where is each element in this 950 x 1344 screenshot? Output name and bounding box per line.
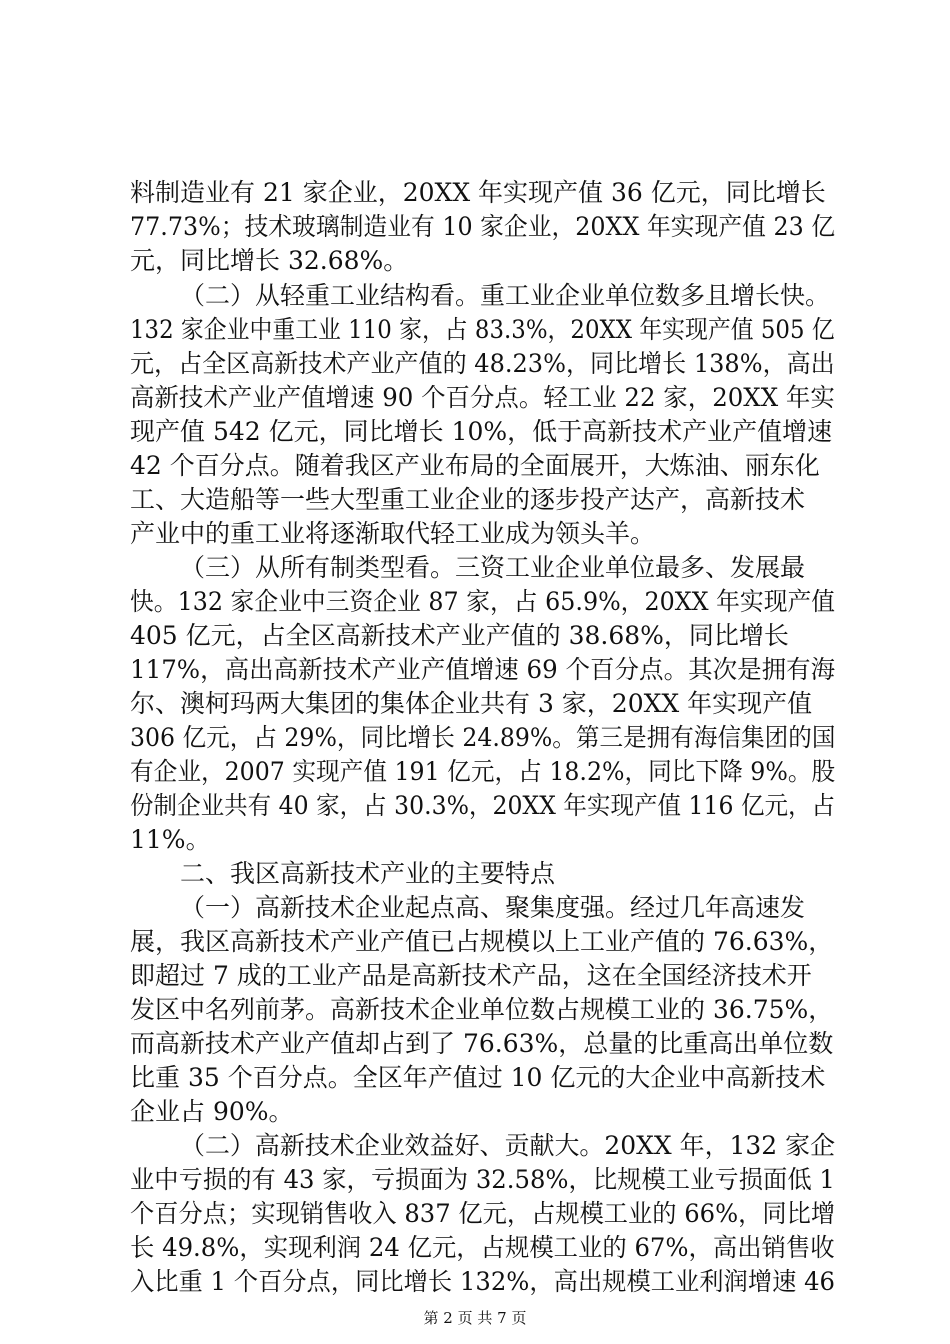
body-line: 有企业，2007 实现产值 191 亿元，占 18.2%，同比下降 9%。股 — [130, 757, 836, 786]
body-line: 长 49.8%，实现利润 24 亿元，占规模工业的 67%，高出销售收 — [130, 1233, 835, 1262]
body-line: 而高新技术产业产值却占到了 76.63%，总量的比重高出单位数 — [130, 1029, 834, 1058]
body-line: 11%。 — [130, 825, 211, 854]
body-line: 尔、澳柯玛两大集团的集体企业共有 3 家，20XX 年实现产值 — [130, 689, 813, 718]
body-line: 132 家企业中重工业 110 家，占 83.3%，20XX 年实现产值 505 亿 — [130, 315, 835, 344]
body-line: （三）从所有制类型看。三资工业企业单位最多、发展最 — [180, 553, 806, 582]
body-line: 元，同比增长 32.68%。 — [130, 246, 409, 275]
body-line: 料制造业有 21 家企业，20XX 年实现产值 36 亿元，同比增长 — [130, 178, 826, 207]
body-line: 入比重 1 个百分点，同比增长 132%，高出规模工业利润增速 46 — [130, 1267, 836, 1296]
body-line: 高新技术产业产值增速 90 个百分点。轻工业 22 家，20XX 年实 — [130, 383, 835, 412]
body-line: 产业中的重工业将逐渐取代轻工业成为领头羊。 — [130, 519, 656, 548]
body-line: 元，占全区高新技术产业产值的 48.23%，同比增长 138%，高出 — [130, 349, 835, 378]
body-line: 发区中名列前茅。高新技术企业单位数占规模工业的 36.75%， — [130, 995, 834, 1024]
body-line: 现产值 542 亿元，同比增长 10%，低于高新技术产业产值增速 — [130, 417, 833, 446]
page-number-footer: 第 2 页 共 7 页 — [423, 1309, 527, 1327]
body-line: 405 亿元，占全区高新技术产业产值的 38.68%，同比增长 — [130, 621, 789, 650]
body-line: 企业占 90%。 — [130, 1097, 294, 1126]
body-line: 个百分点；实现销售收入 837 亿元，占规模工业的 66%，同比增 — [130, 1199, 836, 1228]
body-line: 77.73%；技术玻璃制造业有 10 家企业，20XX 年实现产值 23 亿 — [130, 212, 836, 241]
body-line: 117%，高出高新技术产业产值增速 69 个百分点。其次是拥有海 — [130, 655, 836, 684]
body-line: 展，我区高新技术产业产值已占规模以上工业产值的 76.63%， — [130, 927, 834, 956]
body-line: 业中亏损的有 43 家，亏损面为 32.58%，比规模工业亏损面低 1 — [130, 1165, 835, 1194]
body-line: 比重 35 个百分点。全区年产值过 10 亿元的大企业中高新技术 — [130, 1063, 826, 1092]
body-line: 工、大造船等一些大型重工业企业的逐步投产达产，高新技术 — [130, 485, 806, 514]
body-line: （二）从轻重工业结构看。重工业企业单位数多且增长快。 — [180, 281, 831, 310]
body-line: 即超过 7 成的工业产品是高新技术产品，这在全国经济技术开 — [130, 961, 812, 990]
body-line: （二）高新技术企业效益好、贡献大。20XX 年，132 家企 — [180, 1131, 836, 1160]
body-line: 快。132 家企业中三资企业 87 家，占 65.9%，20XX 年实现产值 — [130, 587, 836, 616]
section-heading: 二、我区高新技术产业的主要特点 — [180, 859, 556, 888]
body-line: 份制企业共有 40 家，占 30.3%，20XX 年实现产值 116 亿元，占 — [130, 791, 836, 820]
body-line: 306 亿元，占 29%，同比增长 24.89%。第三是拥有海信集团的国 — [130, 723, 836, 752]
body-line: （一）高新技术企业起点高、聚集度强。经过几年高速发 — [180, 893, 806, 922]
body-line: 42 个百分点。随着我区产业布局的全面展开，大炼油、丽东化 — [130, 451, 820, 480]
